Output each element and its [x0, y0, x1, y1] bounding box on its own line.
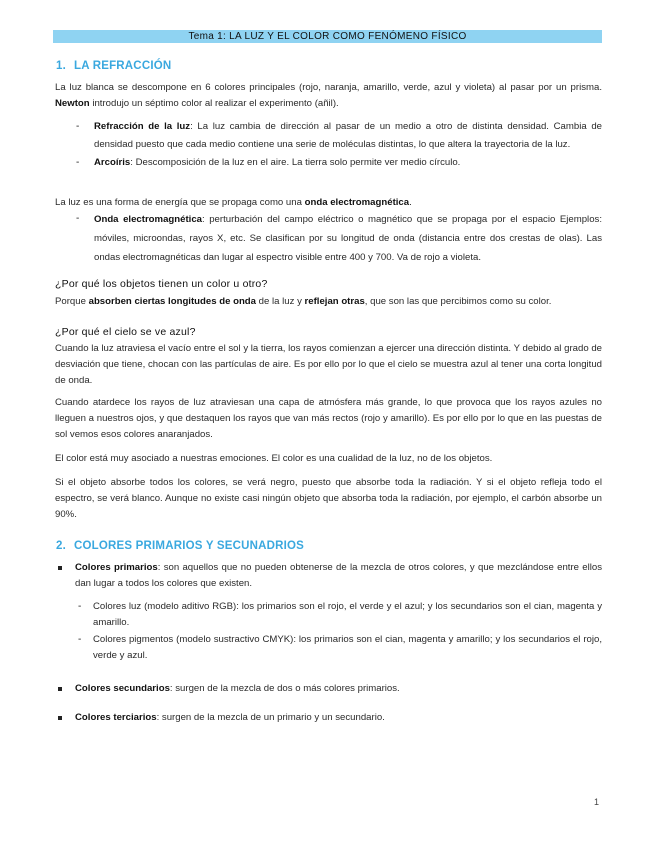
section-title: LA REFRACCIÓN — [74, 60, 172, 72]
square-bullet-icon — [58, 716, 62, 720]
answer-colors — [55, 294, 602, 310]
section-heading-refraccion — [56, 60, 171, 72]
dash-bullet: - — [76, 121, 80, 132]
paragraph-black-white: Si el objeto absorbe todos los colores, se verá negro, puesto que absorbe toda la radiación. Y si el objeto refleja todo el espectro, se verá blanco. Aunque no existe casi ningún objeto que absorba toda la radiación, por ejemplo, el carbón absorbe un 90%. — [55, 477, 602, 520]
bullet-text: : son aquellos que no pueden obtenerse de la mezcla de otros colores, y que mezclándose entre ellos dan lugar a todos los colores que existen. — [75, 562, 602, 589]
square-bullet-icon — [58, 566, 62, 570]
bullet-term: Colores secundarios — [75, 683, 170, 694]
newton-term: Newton — [55, 98, 90, 109]
bullet-term: Colores primarios — [75, 562, 158, 573]
bullet-text: : perturbación del campo eléctrico o magnético que se propaga por el espacio Ejemplos: móviles, microondas, rayos X, etc. Se clasifican por su longitud de onda (distancia entre dos crestas de olas). Las ondas electromagnéticas dan lugar al espectro visible entre 400 y 700. Va de rojo a violeta. — [94, 214, 602, 263]
square-bullet-icon — [58, 687, 62, 691]
answer-bold-2: reflejan otras — [304, 296, 365, 307]
answer-text-a: Porque — [55, 296, 89, 307]
section-title: COLORES PRIMARIOS Y SECUNADRIOS — [74, 540, 305, 552]
question-colors: ¿Por qué los objetos tienen un color u otro? — [55, 278, 268, 290]
answer-text-b: de la luz y — [256, 296, 305, 307]
bullet-refraccion — [94, 118, 602, 154]
page-header-banner: Tema 1: LA LUZ Y EL COLOR COMO FENÓMENO FÍSICO — [53, 30, 602, 43]
wave-text-b: . — [409, 197, 412, 208]
bullet-arcoiris — [94, 154, 602, 172]
answer-sky: Cuando la luz atraviesa el vacío entre el sol y la tierra, los rayos comienzan a ejercer una dirección distinta. Y debido al grado de desviación que tiene, chocan con las partículas de aire. Es por ello por lo que el cielo se muestra azul al tener una corta longitud de onda. — [55, 343, 602, 386]
page-number: 1 — [594, 797, 600, 807]
section-number: 2. — [56, 540, 66, 552]
bullet-text: : La luz cambia de dirección al pasar de un medio a otro de distinta densidad. Cambia de densidad puesto que cada medio contiene una serie de moléculas distintas, lo que altera la trayectoria de la luz. — [94, 121, 602, 150]
bullet-term: Onda electromagnética — [94, 214, 202, 225]
bullet-terciarios — [75, 710, 602, 726]
question-sky: ¿Por qué el cielo se ve azul? — [55, 326, 196, 338]
bullet-text: : Descomposición de la luz en el aire. La tierra solo permite ver medio círculo. — [130, 157, 461, 168]
answer-bold-1: absorben ciertas longitudes de onda — [88, 296, 256, 307]
bullet-secundarios — [75, 681, 602, 697]
bullet-text: : surgen de la mezcla de un primario y un secundario. — [156, 712, 385, 723]
intro-paragraph — [55, 80, 602, 112]
wave-bold: onda electromagnética — [304, 197, 410, 208]
bullet-term: Refracción de la luz — [94, 121, 191, 132]
intro-text-b: introdujo un séptimo color al realizar el experimento (añil). — [89, 98, 339, 109]
bullet-onda — [94, 210, 602, 267]
bullet-term: Arcoíris — [94, 157, 131, 168]
wave-paragraph — [55, 195, 602, 211]
dash-bullet: - — [76, 157, 80, 168]
paragraph-emotions: El color está muy asociado a nuestras emociones. El color es una cualidad de la luz, no de los objetos. — [55, 453, 493, 464]
intro-text-a: La luz blanca se descompone en 6 colores principales (rojo, naranja, amarillo, verde, azul y violeta) al pasar por un prisma. — [55, 82, 602, 93]
section-number: 1. — [56, 60, 66, 72]
section-heading-colores — [56, 540, 304, 552]
dash-bullet: - — [76, 213, 80, 224]
dash-bullet: - — [78, 601, 82, 612]
bullet-text: : surgen de la mezcla de dos o más colores primarios. — [169, 683, 400, 694]
bullet-term: Colores terciarios — [75, 712, 157, 723]
answer-text-c: , que son las que percibimos como su color. — [364, 296, 552, 307]
sub-bullet-cmyk: Colores pigmentos (modelo sustractivo CMYK): los primarios son el cian, magenta y amarillo; y los secundarios el rojo, verde y azul. — [93, 634, 602, 661]
paragraph-sunset: Cuando atardece los rayos de luz atraviesan una capa de atmósfera más grande, lo que provoca que los rayos azules no lleguen a nuestros ojos, y que destaquen los rayos que van más rectos (rojo y amarillo). Es por ello por lo que en las puestas de sol vemos esos colores anaranjados. — [55, 397, 602, 440]
bullet-primarios — [75, 560, 602, 592]
wave-text-a: La luz es una forma de energía que se propaga como una — [55, 197, 305, 208]
sub-bullet-rgb: Colores luz (modelo aditivo RGB): los primarios son el rojo, el verde y el azul; y los secundarios son el cian, magenta y amarillo. — [93, 601, 602, 628]
dash-bullet: - — [78, 634, 82, 645]
